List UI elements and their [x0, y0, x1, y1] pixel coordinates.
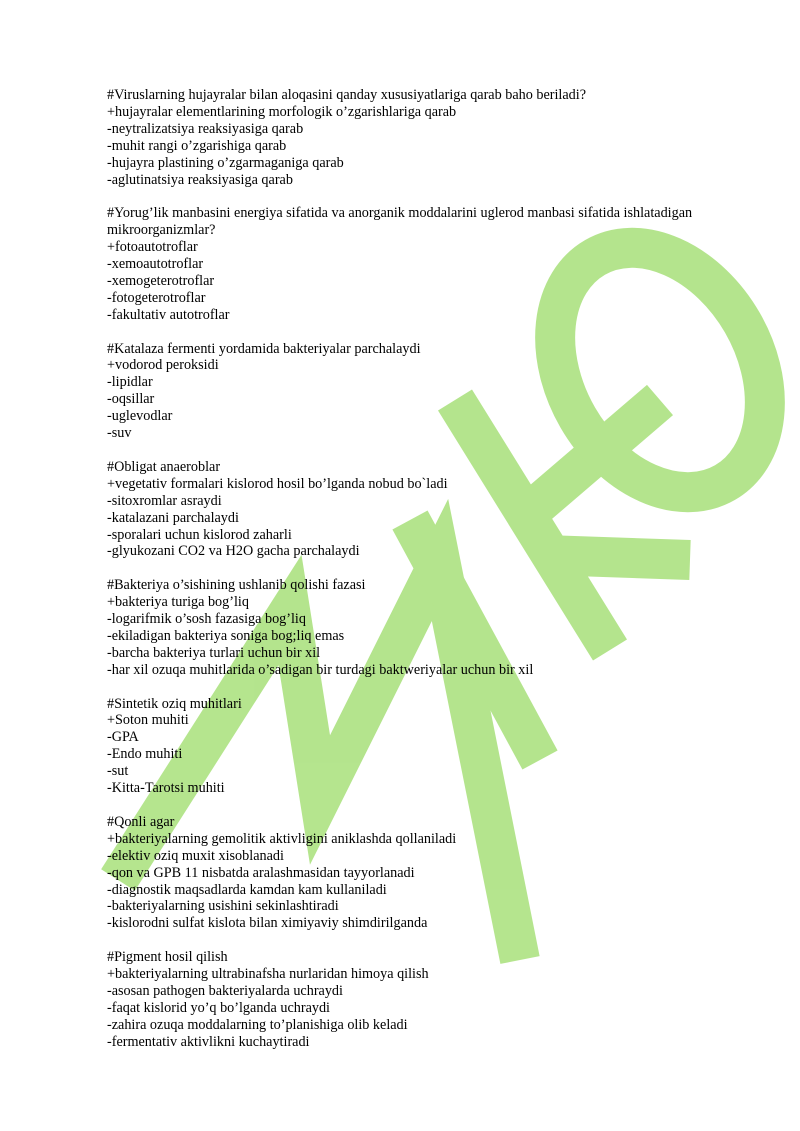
question-block: [107, 87, 747, 188]
answer-option: +bakteriya turiga bog’liq: [107, 594, 249, 611]
answer-option: -sut: [107, 763, 129, 780]
answer-option: -barcha bakteriya turlari uchun bir xil: [107, 644, 321, 661]
answer-option: -bakteriyalarning usishini sekinlashtiradi: [107, 898, 339, 915]
answer-option: -uglevodlar: [107, 408, 173, 425]
question-text: #Viruslarning hujayralar bilan aloqasini qanday xususiyatlariga qarab baho beriladi?: [107, 87, 587, 103]
question-text: #Katalaza fermenti yordamida bakteriyalar parchalaydi: [107, 340, 421, 357]
answer-option: -zahira ozuqa moddalarning to’planishiga olib keladi: [107, 1016, 408, 1033]
answer-option: +bakteriyalarning gemolitik aktivligini aniklashda qollaniladi: [107, 830, 457, 847]
question-text: #Pigment hosil qilish: [107, 949, 228, 966]
question-text: #Bakteriya o’sishining ushlanib qolishi fazasi: [107, 577, 366, 594]
answer-option: -Kitta-Tarotsi muhiti: [107, 780, 225, 797]
answer-option: -logarifmik o’sosh fazasiga bog’liq: [107, 611, 306, 628]
answer-option: -kislorodni sulfat kislota bilan ximiyaviy shimdirilganda: [107, 915, 428, 932]
answer-option: +bakteriyalarning ultrabinafsha nurlaridan himoya qilish: [107, 966, 429, 983]
answer-option: -elektiv oziq muxit xisoblanadi: [107, 847, 284, 864]
question-block: [107, 341, 747, 442]
answer-option: -sitoxromlar asraydi: [107, 492, 222, 509]
answer-option: -har xil ozuqa muhitlarida o’sadigan bir turdagi baktweriyalar uchun bir xil: [107, 661, 534, 678]
answer-option: -oqsillar: [107, 391, 155, 408]
answer-option: -aglutinatsiya reaksiyasiga qarab: [107, 171, 293, 188]
answer-option: -GPA: [107, 729, 139, 746]
answer-option: -asosan pathogen bakteriyalarda uchraydi: [107, 982, 343, 999]
answer-option: -fermentativ aktivlikni kuchaytiradi: [107, 1033, 310, 1050]
answer-option: -faqat kislorid yo’q bo’lganda uchraydi: [107, 999, 330, 1016]
answer-option: -glyukozani CO2 va H2O gacha parchalaydi: [107, 543, 360, 560]
answer-option: +Soton muhiti: [107, 712, 189, 729]
question-text: #Yorug’lik manbasini energiya sifatida va anorganik moddalarini uglerod manbasi sifatida ishlatadigan mikroorganizmlar?: [107, 205, 693, 239]
question-text: #Obligat anaeroblar: [107, 458, 221, 475]
answer-option: -neytralizatsiya reaksiyasiga qarab: [107, 120, 304, 137]
answer-option: -xemoautotroflar: [107, 256, 204, 273]
answer-option: +vodorod peroksidi: [107, 357, 219, 374]
answer-option: +hujayralar elementlarining morfologik o’zgarishlariga qarab: [107, 103, 457, 120]
question-block: [107, 696, 747, 797]
answer-option: +fotoautotroflar: [107, 239, 198, 256]
question-block: [107, 949, 747, 1050]
answer-option: -ekiladigan bakteriya soniga bog;liq emas: [107, 627, 345, 644]
answer-option: -Endo muhiti: [107, 746, 183, 763]
answer-option: -lipidlar: [107, 374, 153, 391]
answer-option: -fakultativ autotroflar: [107, 306, 230, 323]
answer-option: -xemogeterotroflar: [107, 272, 215, 289]
answer-option: -diagnostik maqsadlarda kamdan kam kullaniladi: [107, 881, 387, 898]
question-block: [107, 205, 747, 323]
answer-option: +vegetativ formalari kislorod hosil bo’lganda nobud bo`ladi: [107, 475, 448, 492]
answer-option: -muhit rangi o’zgarishiga qarab: [107, 137, 287, 154]
answer-option: -katalazani parchalaydi: [107, 509, 239, 526]
answer-option: -qon va GPB 11 nisbatda aralashmasidan tayyorlanadi: [107, 864, 415, 881]
question-block: [107, 814, 747, 932]
question-block: [107, 577, 747, 678]
question-list: [107, 87, 747, 1067]
answer-option: -hujayra plastining o’zgarmaganiga qarab: [107, 154, 344, 171]
answer-option: -fotogeterotroflar: [107, 289, 206, 306]
question-block: [107, 459, 747, 560]
answer-option: -suv: [107, 425, 132, 442]
question-text: #Qonli agar: [107, 813, 175, 830]
question-text: #Sintetik oziq muhitlari: [107, 695, 242, 712]
answer-option: -sporalari uchun kislorod zaharli: [107, 526, 292, 543]
